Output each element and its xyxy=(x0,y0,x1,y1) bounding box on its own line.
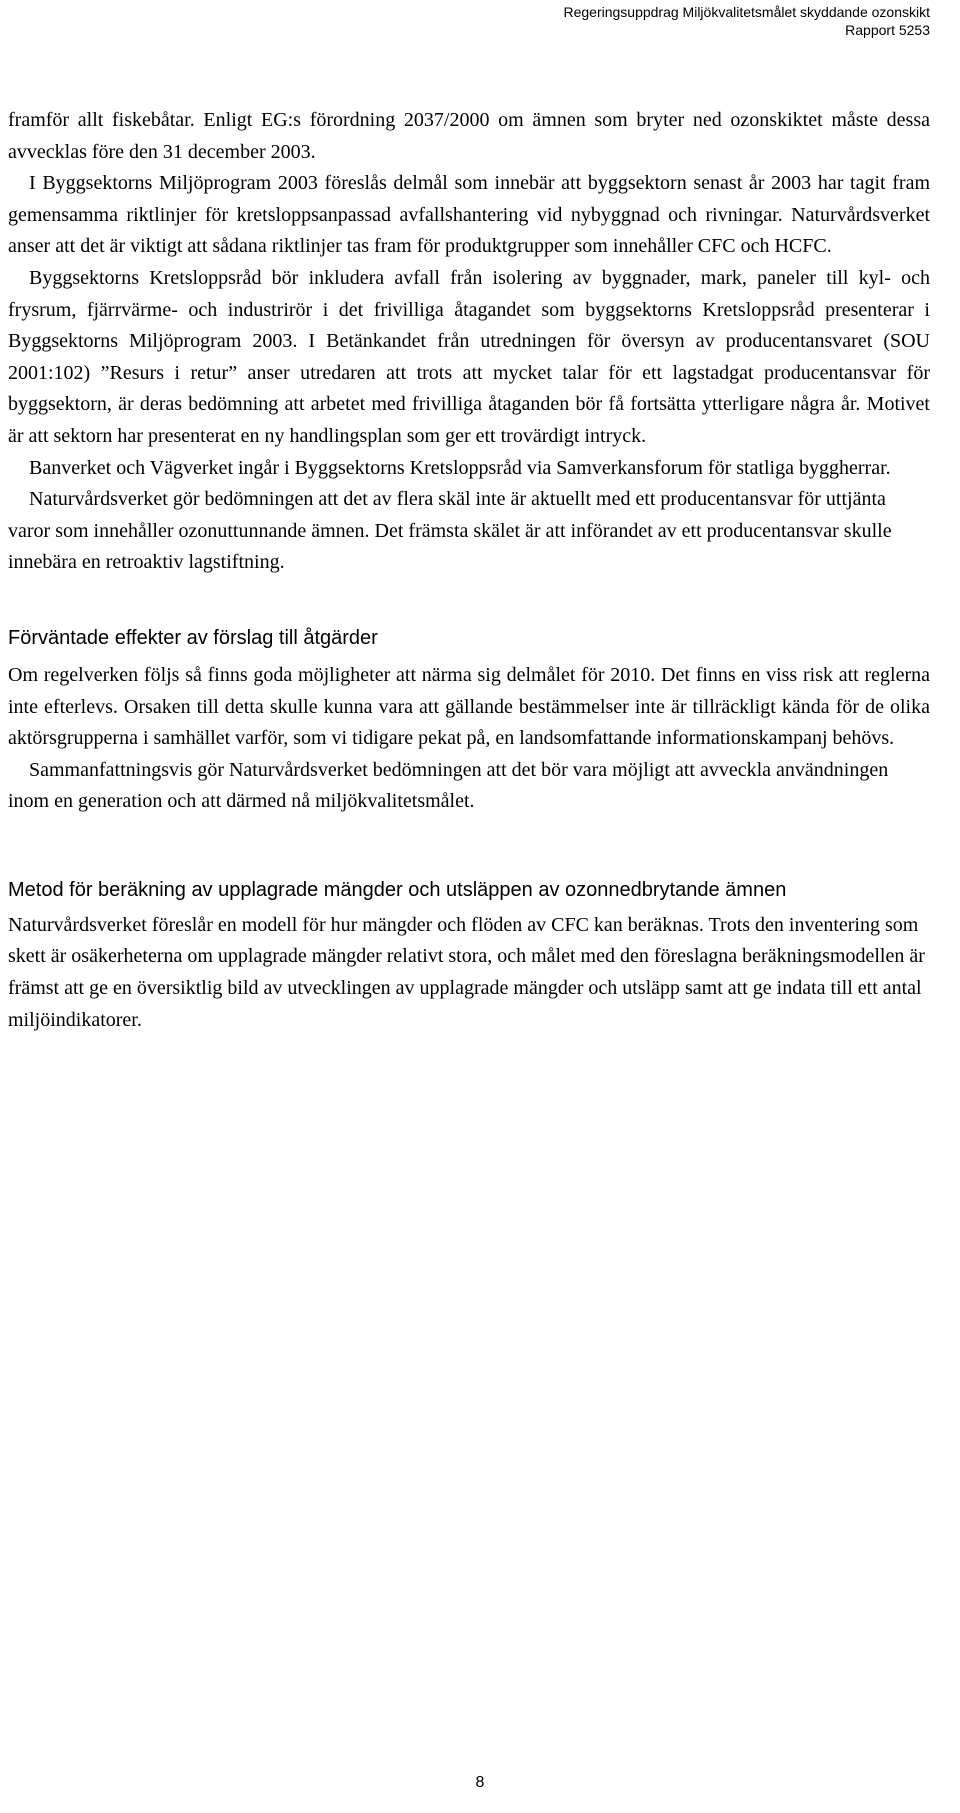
paragraph-continuation: framför allt fiskebåtar. Enligt EG:s förordning 2037/2000 om ämnen som bryter ned ozonskiktet måste dessa avvecklas före den 31 december 2003. xyxy=(8,109,930,163)
paragraph-byggsektorns-miljoprogram: I Byggsektorns Miljöprogram 2003 föreslås delmål som innebär att byggsektorn senast år 2003 har tagit fram gemensamma riktlinjer för kretsloppsanpassad avfallshantering vid nybyggnad och rivningar. Naturvårdsverket anser att det är viktigt att sådana riktlinjer tas fram för produktgrupper som innehåller CFC och HCFC. xyxy=(8,172,930,258)
section-heading-metod: Metod för beräkning av upplagrade mängder och utsläppen av ozonnedbrytande ämnen xyxy=(8,878,787,901)
document-body xyxy=(8,105,930,1036)
paragraph-banverket: Banverket och Vägverket ingår i Byggsektorns Kretsloppsråd via Samverkansforum för statliga byggherrar. xyxy=(29,456,891,479)
header-report-number: Rapport 5253 xyxy=(845,22,930,38)
paragraph-berakningsmodell: Naturvårdsverket föreslår en modell för hur mängder och flöden av CFC kan beräknas. Trots den inventering som skett är osäkerheterna om upplagrade mängder relativt stora, och målet med den föreslagna beräkningsmodellen är främst att ge en översiktlig bild av utvecklingen av upplagrade mängder och utsläpp samt att ge indata till ett antal miljöindikatorer. xyxy=(8,913,925,1031)
paragraph-producentansvar: Naturvårdsverket gör bedömningen att det av flera skäl inte är aktuellt med ett producentansvar för uttjänta varor som innehåller ozonuttunnande ämnen. Det främsta skälet är att införandet av ett producentansvar skulle innebära en retroaktiv lagstiftning. xyxy=(8,488,892,574)
paragraph-kretsloppsrad: Byggsektorns Kretsloppsråd bör inkludera avfall från isolering av byggnader, mark, paneler till kyl- och frysrum, fjärrvärme- och industrirör i det frivilliga åtagandet som byggsektorns Kretsloppsråd presenterar i Byggsektorns Miljöprogram 2003. I Betänkandet från utredningen för översyn av producentansvaret (SOU 2001:102) ”Resurs i retur” anser utredaren att trots att mycket talar för ett lagstadgat producentansvar för byggsektorn, är deras bedömning att arbetet med frivilliga åtaganden bör få fortsätta ytterligare några år. Motivet är att sektorn har presenterat en ny handlingsplan som ger ett trovärdigt intryck. xyxy=(8,266,930,447)
paragraph-sammanfattning: Sammanfattningsvis gör Naturvårdsverket bedömningen att det bör vara möjligt att avveckla användningen inom en generation och att därmed nå miljökvalitetsmålet. xyxy=(8,758,889,813)
page-number: 8 xyxy=(475,1774,485,1791)
section-heading-effekter: Förväntade effekter av förslag till åtgärder xyxy=(8,626,378,649)
paragraph-regelverken: Om regelverken följs så finns goda möjligheter att närma sig delmålet för 2010. Det finns en viss risk att reglerna inte efterlevs. Orsaken till detta skulle kunna vara att gällande bestämmelser inte är tillräckligt kända för de olika aktörsgrupperna i samhället varför, som vi tidigare pekat på, en landsomfattande informationskampanj behövs. xyxy=(8,663,930,750)
header-report-title: Regeringsuppdrag Miljökvalitetsmålet skyddande ozonskikt xyxy=(563,4,930,20)
